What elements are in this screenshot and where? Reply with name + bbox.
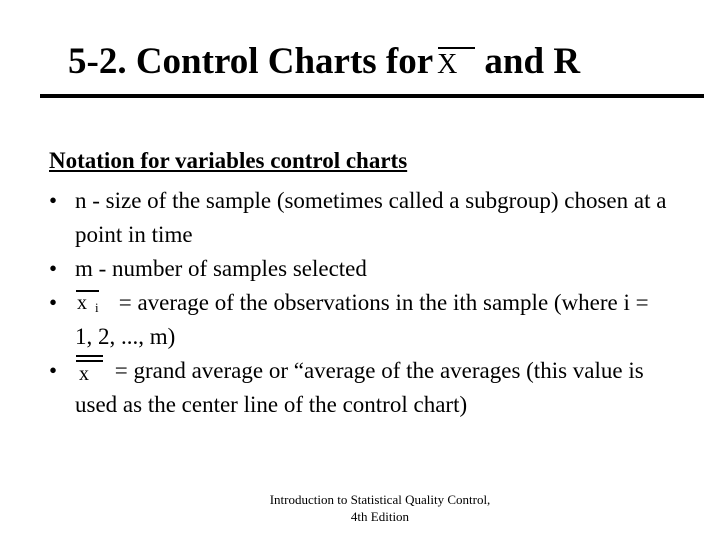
symbol-letter: x [77, 292, 87, 314]
footer-line: Introduction to Statistical Quality Control, [269, 492, 491, 507]
footer-line: 4th Edition [350, 509, 410, 524]
symbol-letter: x [79, 363, 89, 385]
x-double-bar-symbol [75, 355, 109, 385]
overline [76, 355, 103, 357]
bullet-text: m - number of samples selected [75, 256, 367, 281]
notation-list [49, 184, 669, 422]
bullet-text: n - size of the sample (sometimes called a subgroup) chosen at a point in time [75, 188, 667, 247]
bullet-dot: • [49, 358, 58, 383]
bullet-dot: • [49, 290, 58, 315]
bullet-dot: • [49, 188, 58, 213]
bullet-dot: • [49, 256, 58, 281]
list-item [49, 184, 669, 252]
title-divider [40, 94, 704, 98]
x-bar-letter: X [437, 49, 458, 80]
list-item [49, 354, 669, 422]
bullet-text: = average of the observations in the ith sample (where i = 1, 2, ..., m) [75, 290, 649, 349]
slide-footer [240, 491, 520, 525]
list-item [49, 252, 669, 286]
x-bar-symbol [433, 47, 475, 80]
symbol-subscript: i [95, 300, 99, 315]
bullet-text: = grand average or “average of the averages (this value is used as the center line of the control chart) [75, 358, 644, 417]
overline [76, 360, 103, 362]
slide-title [68, 42, 580, 83]
title-prefix: 5-2. Control Charts for [68, 41, 434, 82]
list-item [49, 286, 669, 354]
section-heading: Notation for variables control charts [49, 148, 408, 173]
title-suffix: and R [484, 41, 581, 82]
x-bar-i-symbol [75, 289, 113, 313]
